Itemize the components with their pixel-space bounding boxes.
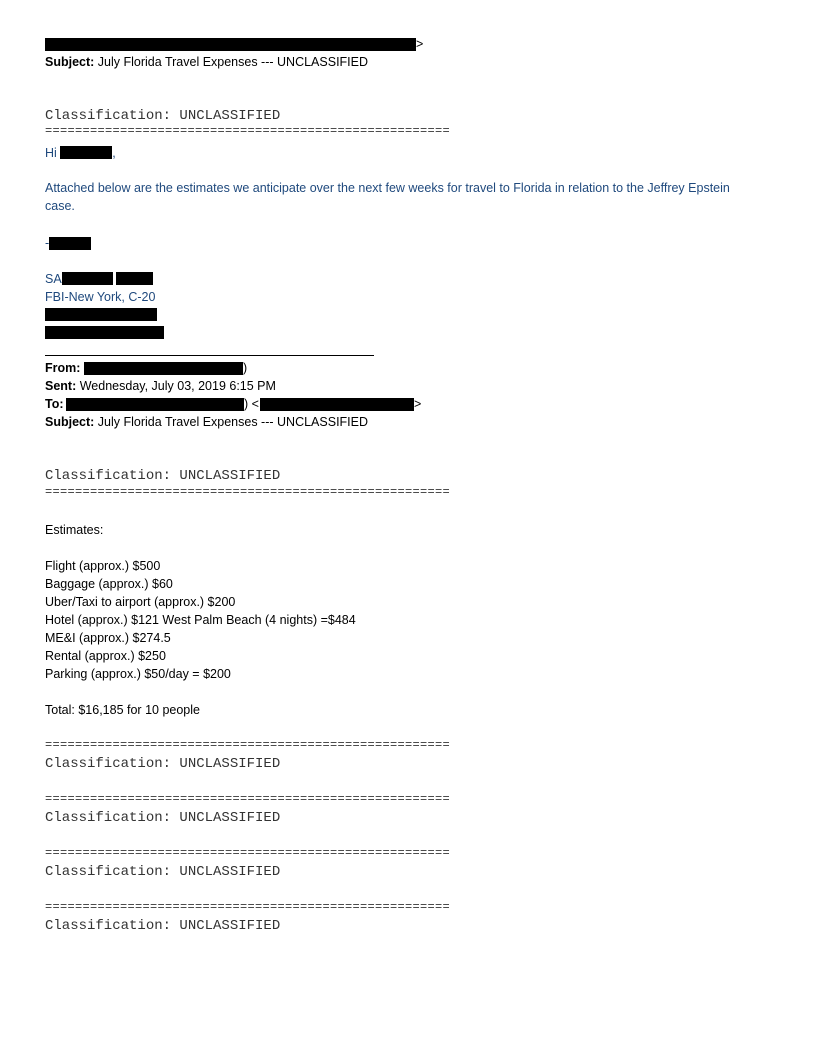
redaction-bar — [62, 272, 113, 285]
redaction-bar — [260, 398, 414, 411]
from-line — [45, 359, 80, 377]
signature-office: FBI-New York, C-20 — [45, 290, 156, 304]
subject-value: July Florida Travel Expenses --- UNCLASSIFIED — [97, 415, 369, 429]
estimates-heading: Estimates: — [45, 523, 104, 537]
subject-line — [45, 53, 368, 71]
subject-line-original — [45, 413, 368, 431]
classification-banner: Classification: UNCLASSIFIED — [45, 468, 281, 484]
rule-line: ====================================================== — [45, 846, 451, 860]
to-end: > — [414, 397, 422, 411]
greeting-text: Hi — [45, 146, 57, 160]
redaction-bar — [45, 326, 164, 339]
sent-value: Wednesday, July 03, 2019 6:15 PM — [79, 379, 276, 393]
rule-line: ====================================================== — [45, 738, 451, 752]
redaction-bar — [49, 237, 91, 250]
reply-body: Attached below are the estimates we anticipate over the next few weeks for travel to Florida in relation to the Jeffrey Epstein case. — [45, 181, 730, 213]
sent-label: Sent: — [45, 379, 77, 393]
classification-banner: Classification: UNCLASSIFIED — [45, 918, 281, 934]
redaction-bar — [60, 146, 112, 159]
rule-line: ====================================================== — [45, 900, 451, 914]
greeting-comma: , — [112, 146, 116, 160]
estimates-list — [45, 557, 356, 683]
total-line: Total: $16,185 for 10 people — [45, 703, 200, 717]
greeting — [45, 144, 116, 162]
list-item: Baggage (approx.) $60 — [45, 577, 173, 591]
to-mid: ) < — [244, 397, 259, 411]
classification-banner: Classification: UNCLASSIFIED — [45, 756, 281, 772]
redaction-bar — [66, 398, 244, 411]
signature-name — [45, 270, 62, 288]
list-item: ME&I (approx.) $274.5 — [45, 631, 171, 645]
subject-label: Subject: — [45, 55, 95, 69]
redaction-bar — [45, 38, 416, 51]
from-suffix: ) — [243, 361, 248, 375]
to-label: To: — [45, 397, 64, 411]
list-item: Rental (approx.) $250 — [45, 649, 166, 663]
classification-banner: Classification: UNCLASSIFIED — [45, 864, 281, 880]
rule-line: ====================================================== — [45, 124, 451, 138]
list-item: Hotel (approx.) $121 West Palm Beach (4 nights) =$484 — [45, 613, 356, 627]
subject-value: July Florida Travel Expenses --- UNCLASSIFIED — [97, 55, 369, 69]
redaction-bar — [84, 362, 243, 375]
list-item: Uber/Taxi to airport (approx.) $200 — [45, 595, 236, 609]
redaction-bar — [116, 272, 153, 285]
rule-line: ====================================================== — [45, 485, 451, 499]
redaction-bar — [45, 308, 157, 321]
separator-line — [45, 355, 374, 356]
to-line — [45, 395, 64, 413]
dash: - — [45, 236, 50, 250]
sent-line — [45, 377, 276, 395]
classification-banner: Classification: UNCLASSIFIED — [45, 108, 281, 124]
classification-banner: Classification: UNCLASSIFIED — [45, 810, 281, 826]
from-label: From: — [45, 361, 81, 375]
email-bracket: > — [416, 37, 424, 51]
signature-prefix: SA — [45, 272, 62, 286]
subject-label: Subject: — [45, 415, 95, 429]
rule-line: ====================================================== — [45, 792, 451, 806]
list-item: Flight (approx.) $500 — [45, 559, 161, 573]
list-item: Parking (approx.) $50/day = $200 — [45, 667, 231, 681]
